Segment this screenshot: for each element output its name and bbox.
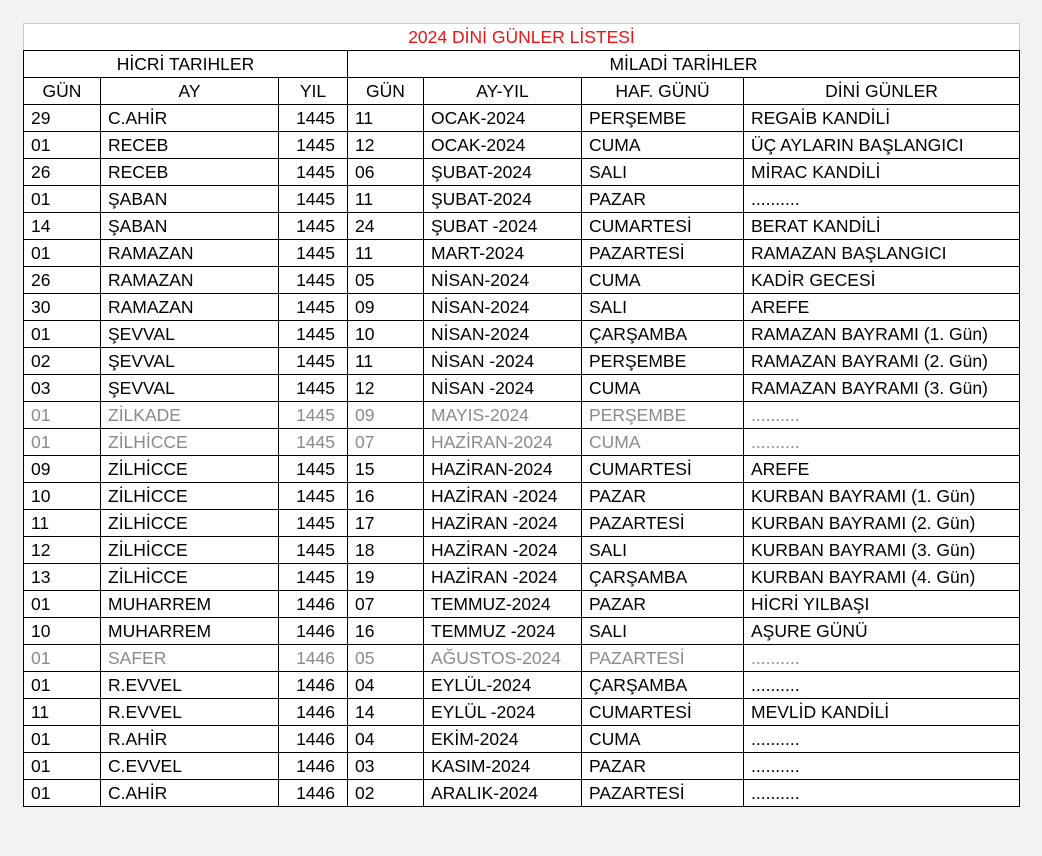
hijri-month-cell: MUHARREM bbox=[101, 591, 279, 618]
hijri-day-cell: 09 bbox=[24, 456, 101, 483]
gregorian-day-cell: 11 bbox=[348, 186, 424, 213]
table-row bbox=[24, 402, 1020, 429]
weekday-cell: ÇARŞAMBA bbox=[582, 564, 744, 591]
weekday-cell: PERŞEMBE bbox=[582, 348, 744, 375]
gregorian-day-cell: 06 bbox=[348, 159, 424, 186]
hijri-month-cell: SAFER bbox=[101, 645, 279, 672]
weekday-cell: SALI bbox=[582, 159, 744, 186]
religious-day-cell: KURBAN BAYRAMI (2. Gün) bbox=[744, 510, 1020, 537]
religious-day-cell: MEVLİD KANDİLİ bbox=[744, 699, 1020, 726]
weekday-cell: PAZARTESİ bbox=[582, 780, 744, 807]
hijri-day-cell: 01 bbox=[24, 753, 101, 780]
hijri-month-cell: ŞABAN bbox=[101, 186, 279, 213]
col-header-month-year: AY-YIL bbox=[424, 78, 582, 105]
month-year-cell: HAZİRAN -2024 bbox=[424, 564, 582, 591]
gregorian-day-cell: 16 bbox=[348, 618, 424, 645]
weekday-cell: PAZAR bbox=[582, 753, 744, 780]
table-row bbox=[24, 294, 1020, 321]
hijri-day-cell: 02 bbox=[24, 348, 101, 375]
weekday-cell: ÇARŞAMBA bbox=[582, 672, 744, 699]
hijri-day-cell: 01 bbox=[24, 132, 101, 159]
religious-day-cell: ÜÇ AYLARIN BAŞLANGICI bbox=[744, 132, 1020, 159]
hijri-month-cell: ZİLHİCCE bbox=[101, 537, 279, 564]
table-row bbox=[24, 375, 1020, 402]
hijri-year-cell: 1445 bbox=[279, 213, 348, 240]
table-row bbox=[24, 699, 1020, 726]
hijri-day-cell: 12 bbox=[24, 537, 101, 564]
hijri-year-cell: 1446 bbox=[279, 672, 348, 699]
month-year-cell: ŞUBAT-2024 bbox=[424, 186, 582, 213]
weekday-cell: PAZAR bbox=[582, 186, 744, 213]
hijri-year-cell: 1445 bbox=[279, 186, 348, 213]
col-header-hijri-year: YIL bbox=[279, 78, 348, 105]
hijri-day-cell: 14 bbox=[24, 213, 101, 240]
month-year-cell: NİSAN -2024 bbox=[424, 348, 582, 375]
hijri-month-cell: ZİLHİCCE bbox=[101, 510, 279, 537]
month-year-cell: AĞUSTOS-2024 bbox=[424, 645, 582, 672]
hijri-day-cell: 01 bbox=[24, 186, 101, 213]
weekday-cell: PAZARTESİ bbox=[582, 510, 744, 537]
religious-day-cell: KURBAN BAYRAMI (3. Gün) bbox=[744, 537, 1020, 564]
hijri-month-cell: R.EVVEL bbox=[101, 699, 279, 726]
religious-day-cell: HİCRİ YILBAŞI bbox=[744, 591, 1020, 618]
gregorian-day-cell: 11 bbox=[348, 348, 424, 375]
religious-day-cell: AŞURE GÜNÜ bbox=[744, 618, 1020, 645]
hijri-month-cell: C.AHİR bbox=[101, 780, 279, 807]
weekday-cell: SALI bbox=[582, 294, 744, 321]
month-year-cell: HAZİRAN-2024 bbox=[424, 429, 582, 456]
gregorian-day-cell: 15 bbox=[348, 456, 424, 483]
religious-day-cell: .......... bbox=[744, 672, 1020, 699]
weekday-cell: CUMA bbox=[582, 132, 744, 159]
gregorian-day-cell: 07 bbox=[348, 591, 424, 618]
religious-day-cell: .......... bbox=[744, 186, 1020, 213]
table-body bbox=[24, 105, 1020, 807]
weekday-cell: PAZAR bbox=[582, 483, 744, 510]
month-year-cell: NİSAN-2024 bbox=[424, 294, 582, 321]
weekday-cell: SALI bbox=[582, 537, 744, 564]
gregorian-day-cell: 18 bbox=[348, 537, 424, 564]
hijri-day-cell: 10 bbox=[24, 618, 101, 645]
hijri-year-cell: 1445 bbox=[279, 510, 348, 537]
religious-day-cell: MİRAC KANDİLİ bbox=[744, 159, 1020, 186]
hijri-month-cell: RAMAZAN bbox=[101, 294, 279, 321]
gregorian-day-cell: 04 bbox=[348, 726, 424, 753]
month-year-cell: TEMMUZ -2024 bbox=[424, 618, 582, 645]
month-year-cell: ŞUBAT-2024 bbox=[424, 159, 582, 186]
gregorian-day-cell: 05 bbox=[348, 645, 424, 672]
weekday-cell: PAZAR bbox=[582, 591, 744, 618]
hijri-month-cell: ZİLHİCCE bbox=[101, 429, 279, 456]
col-header-hijri-month: AY bbox=[101, 78, 279, 105]
gregorian-day-cell: 09 bbox=[348, 294, 424, 321]
hijri-month-cell: ZİLHİCCE bbox=[101, 456, 279, 483]
table-title: 2024 DİNİ GÜNLER LİSTESİ bbox=[24, 24, 1020, 51]
hijri-year-cell: 1446 bbox=[279, 618, 348, 645]
table-row bbox=[24, 186, 1020, 213]
religious-day-cell: .......... bbox=[744, 780, 1020, 807]
hijri-month-cell: C.AHİR bbox=[101, 105, 279, 132]
hijri-day-cell: 13 bbox=[24, 564, 101, 591]
hijri-year-cell: 1445 bbox=[279, 240, 348, 267]
column-header-row bbox=[24, 78, 1020, 105]
table-row bbox=[24, 591, 1020, 618]
hijri-day-cell: 03 bbox=[24, 375, 101, 402]
table-row bbox=[24, 213, 1020, 240]
gregorian-day-cell: 05 bbox=[348, 267, 424, 294]
month-year-cell: OCAK-2024 bbox=[424, 132, 582, 159]
gregorian-day-cell: 02 bbox=[348, 780, 424, 807]
hijri-month-cell: MUHARREM bbox=[101, 618, 279, 645]
gregorian-day-cell: 14 bbox=[348, 699, 424, 726]
table-row bbox=[24, 321, 1020, 348]
religious-day-cell: RAMAZAN BAYRAMI (1. Gün) bbox=[744, 321, 1020, 348]
weekday-cell: PERŞEMBE bbox=[582, 105, 744, 132]
religious-days-sheet bbox=[23, 23, 1019, 807]
table-row bbox=[24, 240, 1020, 267]
religious-day-cell: .......... bbox=[744, 753, 1020, 780]
religious-day-cell: KURBAN BAYRAMI (1. Gün) bbox=[744, 483, 1020, 510]
hijri-year-cell: 1446 bbox=[279, 780, 348, 807]
hijri-day-cell: 26 bbox=[24, 267, 101, 294]
table-row bbox=[24, 672, 1020, 699]
month-year-cell: TEMMUZ-2024 bbox=[424, 591, 582, 618]
religious-day-cell: AREFE bbox=[744, 456, 1020, 483]
hijri-year-cell: 1445 bbox=[279, 564, 348, 591]
hijri-year-cell: 1446 bbox=[279, 645, 348, 672]
month-year-cell: KASIM-2024 bbox=[424, 753, 582, 780]
table-row bbox=[24, 645, 1020, 672]
gregorian-day-cell: 11 bbox=[348, 105, 424, 132]
religious-day-cell: REGAİB KANDİLİ bbox=[744, 105, 1020, 132]
month-year-cell: HAZİRAN -2024 bbox=[424, 537, 582, 564]
table-row bbox=[24, 753, 1020, 780]
hijri-year-cell: 1445 bbox=[279, 294, 348, 321]
hijri-month-cell: R.AHİR bbox=[101, 726, 279, 753]
hijri-year-cell: 1445 bbox=[279, 483, 348, 510]
hijri-month-cell: RECEB bbox=[101, 132, 279, 159]
weekday-cell: ÇARŞAMBA bbox=[582, 321, 744, 348]
table-row bbox=[24, 159, 1020, 186]
gregorian-day-cell: 24 bbox=[348, 213, 424, 240]
weekday-cell: CUMARTESİ bbox=[582, 699, 744, 726]
hijri-month-cell: C.EVVEL bbox=[101, 753, 279, 780]
month-year-cell: NİSAN -2024 bbox=[424, 375, 582, 402]
col-header-weekday: HAF. GÜNÜ bbox=[582, 78, 744, 105]
month-year-cell: HAZİRAN -2024 bbox=[424, 510, 582, 537]
religious-day-cell: RAMAZAN BAYRAMI (2. Gün) bbox=[744, 348, 1020, 375]
hijri-day-cell: 11 bbox=[24, 510, 101, 537]
hijri-day-cell: 30 bbox=[24, 294, 101, 321]
hijri-day-cell: 01 bbox=[24, 780, 101, 807]
month-year-cell: ARALIK-2024 bbox=[424, 780, 582, 807]
month-year-cell: NİSAN-2024 bbox=[424, 321, 582, 348]
hijri-day-cell: 01 bbox=[24, 240, 101, 267]
hijri-day-cell: 01 bbox=[24, 402, 101, 429]
month-year-cell: EKİM-2024 bbox=[424, 726, 582, 753]
month-year-cell: OCAK-2024 bbox=[424, 105, 582, 132]
hijri-year-cell: 1445 bbox=[279, 267, 348, 294]
hijri-day-cell: 10 bbox=[24, 483, 101, 510]
religious-day-cell: .......... bbox=[744, 726, 1020, 753]
gregorian-day-cell: 12 bbox=[348, 375, 424, 402]
hijri-year-cell: 1446 bbox=[279, 591, 348, 618]
hijri-month-cell: RAMAZAN bbox=[101, 240, 279, 267]
hijri-month-cell: RECEB bbox=[101, 159, 279, 186]
table-row bbox=[24, 564, 1020, 591]
hijri-day-cell: 01 bbox=[24, 672, 101, 699]
table-row bbox=[24, 510, 1020, 537]
hijri-month-cell: ŞABAN bbox=[101, 213, 279, 240]
table-row bbox=[24, 726, 1020, 753]
gregorian-day-cell: 17 bbox=[348, 510, 424, 537]
hijri-day-cell: 01 bbox=[24, 591, 101, 618]
gregorian-day-cell: 07 bbox=[348, 429, 424, 456]
table-row bbox=[24, 780, 1020, 807]
month-year-cell: HAZİRAN -2024 bbox=[424, 483, 582, 510]
month-year-cell: HAZİRAN-2024 bbox=[424, 456, 582, 483]
table-row bbox=[24, 483, 1020, 510]
hijri-year-cell: 1445 bbox=[279, 537, 348, 564]
gregorian-dates-header: MİLADİ TARİHLER bbox=[348, 51, 1020, 78]
hijri-day-cell: 11 bbox=[24, 699, 101, 726]
gregorian-day-cell: 12 bbox=[348, 132, 424, 159]
table-row bbox=[24, 618, 1020, 645]
hijri-year-cell: 1446 bbox=[279, 753, 348, 780]
col-header-hijri-day: GÜN bbox=[24, 78, 101, 105]
hijri-year-cell: 1445 bbox=[279, 105, 348, 132]
hijri-year-cell: 1446 bbox=[279, 726, 348, 753]
hijri-month-cell: ŞEVVAL bbox=[101, 348, 279, 375]
hijri-dates-header: HİCRİ TARIHLER bbox=[24, 51, 348, 78]
hijri-day-cell: 01 bbox=[24, 726, 101, 753]
hijri-year-cell: 1445 bbox=[279, 321, 348, 348]
religious-day-cell: .......... bbox=[744, 402, 1020, 429]
month-year-cell: NİSAN-2024 bbox=[424, 267, 582, 294]
gregorian-day-cell: 03 bbox=[348, 753, 424, 780]
hijri-month-cell: R.EVVEL bbox=[101, 672, 279, 699]
table-row bbox=[24, 537, 1020, 564]
gregorian-day-cell: 19 bbox=[348, 564, 424, 591]
hijri-day-cell: 01 bbox=[24, 429, 101, 456]
gregorian-day-cell: 16 bbox=[348, 483, 424, 510]
table-row bbox=[24, 348, 1020, 375]
hijri-day-cell: 01 bbox=[24, 321, 101, 348]
gregorian-day-cell: 04 bbox=[348, 672, 424, 699]
hijri-month-cell: ŞEVVAL bbox=[101, 375, 279, 402]
hijri-month-cell: ZİLHİCCE bbox=[101, 483, 279, 510]
religious-day-cell: BERAT KANDİLİ bbox=[744, 213, 1020, 240]
weekday-cell: PAZARTESİ bbox=[582, 240, 744, 267]
hijri-year-cell: 1445 bbox=[279, 159, 348, 186]
hijri-month-cell: ŞEVVAL bbox=[101, 321, 279, 348]
month-year-cell: MART-2024 bbox=[424, 240, 582, 267]
religious-day-cell: KADİR GECESİ bbox=[744, 267, 1020, 294]
weekday-cell: CUMA bbox=[582, 429, 744, 456]
hijri-month-cell: ZİLHİCCE bbox=[101, 564, 279, 591]
table-row bbox=[24, 429, 1020, 456]
hijri-year-cell: 1445 bbox=[279, 402, 348, 429]
weekday-cell: CUMA bbox=[582, 267, 744, 294]
table-row bbox=[24, 456, 1020, 483]
hijri-year-cell: 1446 bbox=[279, 699, 348, 726]
weekday-cell: CUMA bbox=[582, 726, 744, 753]
religious-day-cell: AREFE bbox=[744, 294, 1020, 321]
weekday-cell: CUMA bbox=[582, 375, 744, 402]
weekday-cell: CUMARTESİ bbox=[582, 456, 744, 483]
month-year-cell: ŞUBAT -2024 bbox=[424, 213, 582, 240]
hijri-year-cell: 1445 bbox=[279, 375, 348, 402]
hijri-year-cell: 1445 bbox=[279, 348, 348, 375]
title-row bbox=[24, 24, 1020, 51]
gregorian-day-cell: 11 bbox=[348, 240, 424, 267]
religious-day-cell: KURBAN BAYRAMI (4. Gün) bbox=[744, 564, 1020, 591]
table-row bbox=[24, 105, 1020, 132]
hijri-day-cell: 29 bbox=[24, 105, 101, 132]
weekday-cell: SALI bbox=[582, 618, 744, 645]
month-year-cell: EYLÜL -2024 bbox=[424, 699, 582, 726]
weekday-cell: PERŞEMBE bbox=[582, 402, 744, 429]
hijri-month-cell: ZİLKADE bbox=[101, 402, 279, 429]
hijri-day-cell: 01 bbox=[24, 645, 101, 672]
hijri-year-cell: 1445 bbox=[279, 456, 348, 483]
hijri-month-cell: RAMAZAN bbox=[101, 267, 279, 294]
gregorian-day-cell: 09 bbox=[348, 402, 424, 429]
group-header-row bbox=[24, 51, 1020, 78]
hijri-day-cell: 26 bbox=[24, 159, 101, 186]
weekday-cell: PAZARTESİ bbox=[582, 645, 744, 672]
month-year-cell: MAYIS-2024 bbox=[424, 402, 582, 429]
religious-day-cell: RAMAZAN BAŞLANGICI bbox=[744, 240, 1020, 267]
religious-day-cell: .......... bbox=[744, 645, 1020, 672]
col-header-gregorian-day: GÜN bbox=[348, 78, 424, 105]
gregorian-day-cell: 10 bbox=[348, 321, 424, 348]
col-header-religious-day: DİNİ GÜNLER bbox=[744, 78, 1020, 105]
weekday-cell: CUMARTESİ bbox=[582, 213, 744, 240]
table-row bbox=[24, 267, 1020, 294]
hijri-year-cell: 1445 bbox=[279, 429, 348, 456]
hijri-year-cell: 1445 bbox=[279, 132, 348, 159]
religious-day-cell: RAMAZAN BAYRAMI (3. Gün) bbox=[744, 375, 1020, 402]
religious-days-table bbox=[23, 23, 1020, 807]
month-year-cell: EYLÜL-2024 bbox=[424, 672, 582, 699]
table-row bbox=[24, 132, 1020, 159]
religious-day-cell: .......... bbox=[744, 429, 1020, 456]
